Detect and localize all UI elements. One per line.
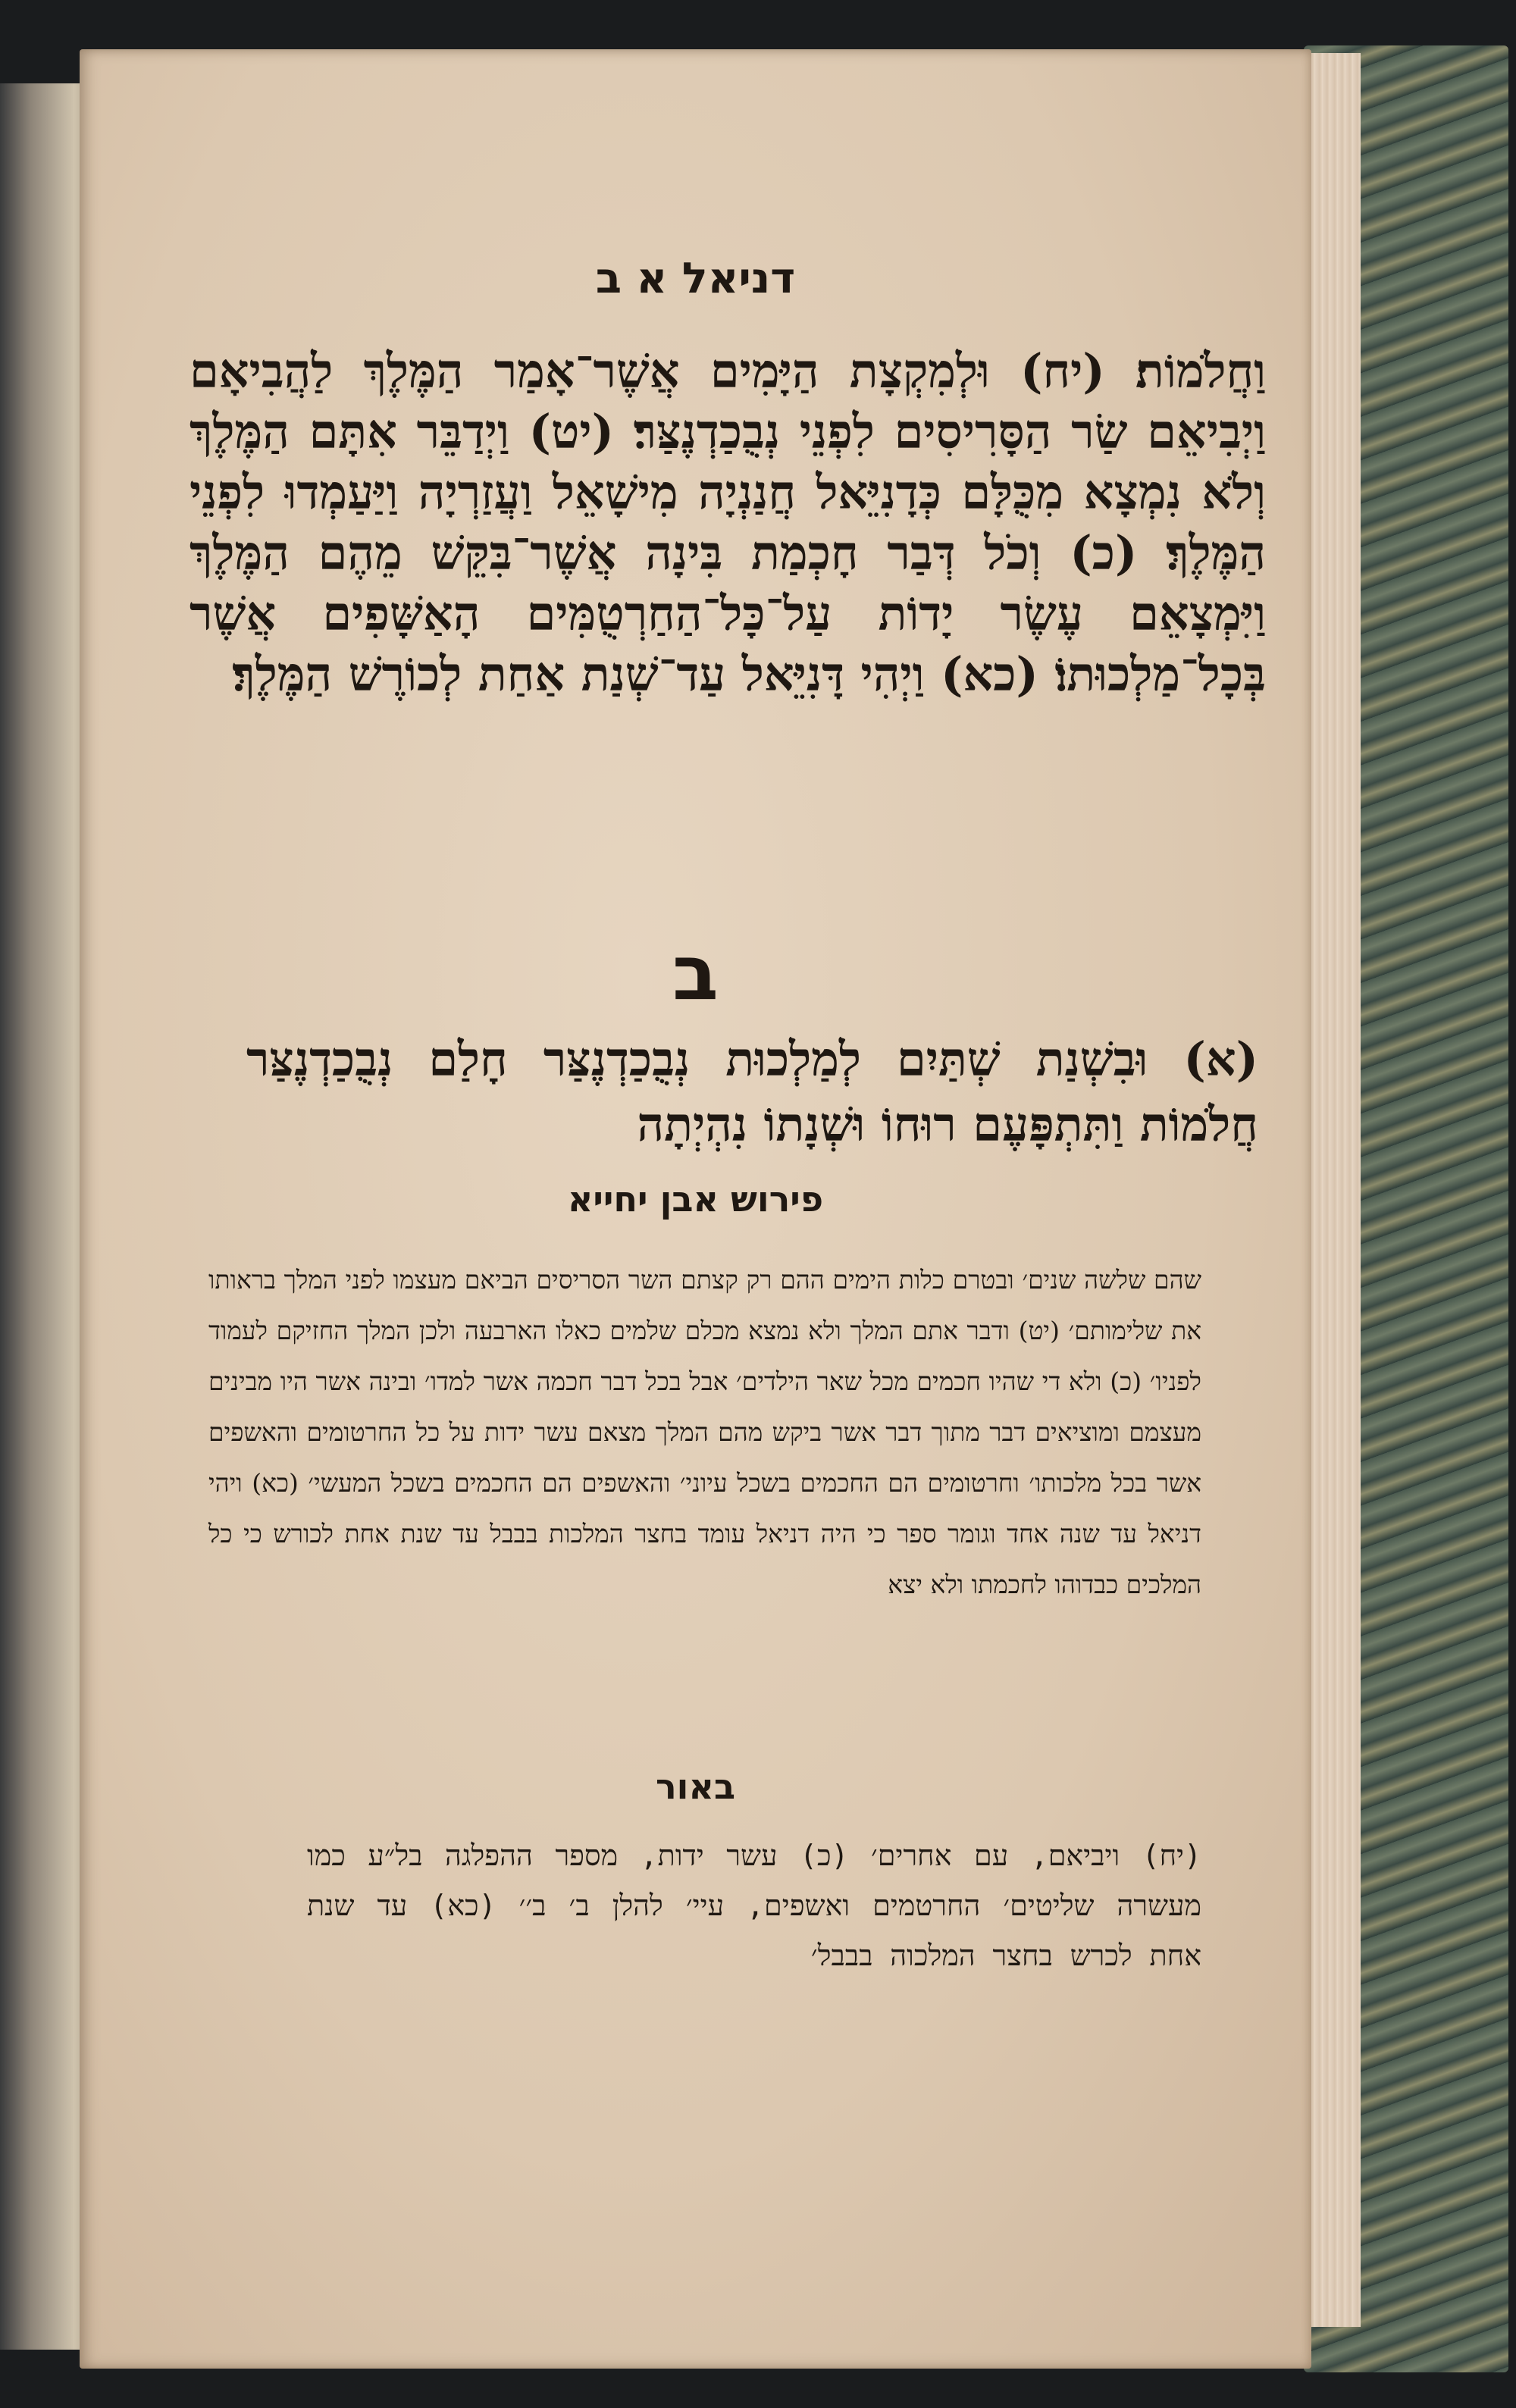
daniel-1-verses-text: וַחֲלֹמוֹת׃ (יח) וּלְמִקְצָת הַיָּמִים אֲשֶׁר־אָמַר הַמֶּלֶךְ לַהֲבִיאָם וַיְבִיאֵם שַׂר הַסָּרִיסִים לִפְנֵי נְבֻכַדְנֶצַּר׃ (יט) וַיְדַבֵּר אִתָּם הַמֶּלֶךְ וְלֹא נִמְצָא מִכֻּלָּם כְּדָנִיֵּאל חֲנַנְיָה מִישָׁאֵל וַעֲזַרְיָה וַיַּעַמְדוּ לִפְנֵי הַמֶּלֶךְ׃ (כ) וְכֹל דְּבַר חָכְמַת בִּינָה אֲשֶׁר־בִּקֵּשׁ מֵהֶם הַמֶּלֶךְ וַיִּמְצָאֵם עֶשֶׂר יָדוֹת עַל־כָּל־הַחַרְטֻמִּים הָאַשָּׁפִים אֲשֶׁר בְּכָל־מַלְכוּתוֹ׃ (כא) וַיְהִי דָּנִיֵּאל עַד־שְׁנַת אַחַת לְכוֹרֶשׁ הַמֶּלֶךְ׃: [190, 343, 1266, 702]
beur-heading: באור: [655, 1766, 736, 1807]
commentary-heading: פירוש אבן יחייא: [567, 1179, 824, 1220]
chapter-2-verse-1: (א) וּבִשְׁנַת שְׁתַּיִם לְמַלְכוּת נְבֻכַדְנֶצַּר חָלַם נְבֻכַדְנֶצַּר חֲלֹמוֹת וַתִּתְפָּעֶם רוּחוֹ וּשְׁנָתוֹ נִהְיְתָה: [246, 1032, 1258, 1152]
running-header: דניאל א ב: [595, 254, 796, 303]
left-page-edge: [0, 83, 87, 2350]
book-page: [80, 49, 1311, 2369]
commentary-body: שהם שלשה שנים׳ ובטרם כלות הימים ההם רק קצתם השר הסריסים הביאם מעצמו לפני המלך בראותו את שלימותם׳ (יט) ודבר אתם המלך ולא נמצא מכלם שלמים כאלו הארבעה ולכן המלך החזיקם לעמוד לפניו׳ (כ) ולא די שהיו חכמים מכל שאר הילדים׳ אבל בכל דבר חכמה אשר למדו׳ ובינה אשר היו מבינים מעצמם ומוציאים דבר מתוך דבר אשר ביקש מהם המלך מצאם עשר ידות על כל החרטומים והאשפים אשר בכל מלכותו׳ וחרטומים הם החכמים בשכל עיוני׳ והאשפים הם החכמים בשכל המעשי׳ (כא) ויהי דניאל עד שנה אחד וגומר ספר כי היה דניאל עומד בחצר המלכות בבבל עד שנת אחת לכורש כי כל המלכים כבדוהו לחכמתו ולא יצא: [208, 1265, 1202, 1599]
chapter-number: ב: [672, 928, 719, 1017]
beur-body: (יח) ויביאם, עם אחרים׳ (כ) עשר ידות, מספר ההפלגה בל״ע כמו מעשרה שליטים׳ החרטמים ואשפים, עיי׳ להלן ב׳ ב׳׳ (כא) עד שנת אחת לכרש בחצר המלכוה בבבל׳: [307, 1839, 1201, 1972]
